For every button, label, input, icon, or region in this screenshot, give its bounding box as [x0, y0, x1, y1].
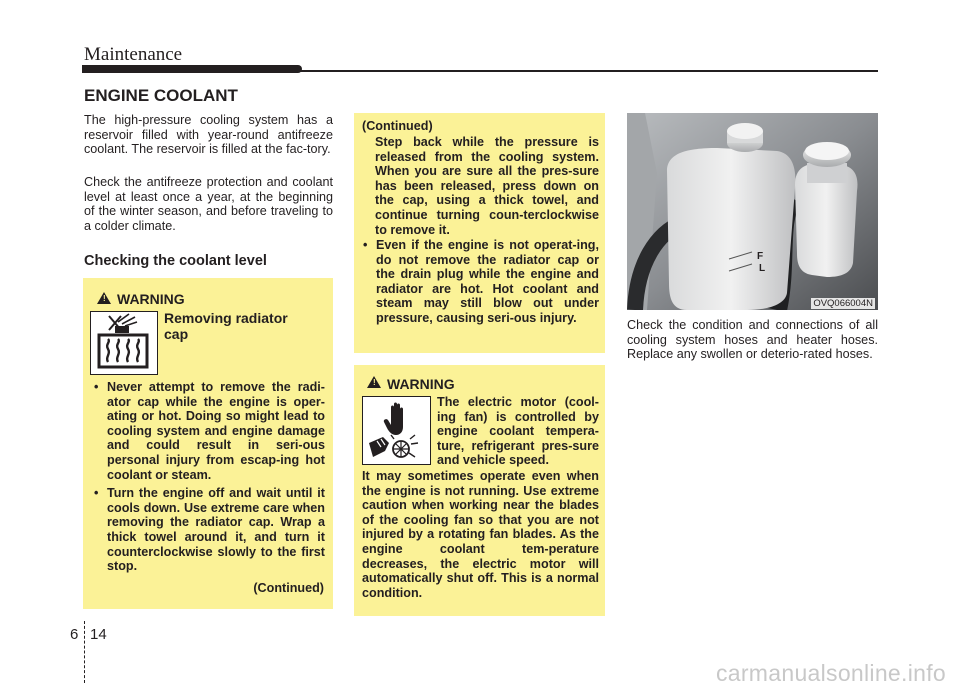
warning-subtitle: [164, 310, 288, 342]
warning-triangle-icon: !: [367, 376, 381, 388]
continued-text: Step back while the pressure is released from the cooling system. When you are sure all the pres-sure has been released, press down on the cap, using a thick towel, and continue turning coun-terclockwise to remove it.: [375, 135, 599, 237]
fan-text-beside-icon: The electric motor (cool-ing fan) is controlled by engine coolant tempera-ture, refrigerant pres-sure and vehicle speed.: [437, 395, 599, 468]
fan-warning-icon: [362, 396, 431, 465]
chapter-title: ENGINE COOLANT: [84, 86, 238, 105]
continued-heading: (Continued): [362, 119, 433, 133]
fan-hand-icon: [369, 435, 418, 457]
header-rule-thick: [82, 65, 302, 73]
warning-box-cooling-fan: [354, 365, 605, 616]
hoses-paragraph: Check the condition and connections of all cooling system hoses and heater hoses. Replace any swollen or deterio-rated hoses.: [627, 318, 878, 362]
coolant-reservoir-photo: [627, 113, 878, 310]
photo-label-f: F: [757, 251, 764, 262]
warning-bullet-1: • Never attempt to remove the radi-ator cap while the engine is oper-ating or hot. Doing so might lead to cooling system and engine damage and could result in seri-ous personal injury from escap-ing hot coolant or steam.: [89, 380, 325, 482]
section-title: Maintenance: [84, 44, 183, 65]
intro-paragraph: The high-pressure cooling system has a reservoir filled with year-round antifreeze coolant. The reservoir is filled at the fac-tory.: [84, 113, 333, 157]
footer-divider: [84, 621, 86, 683]
warning-triangle-icon: !: [97, 292, 111, 304]
warning-box-radiator-cap: [83, 278, 333, 609]
hand-stop-icon: [384, 403, 403, 436]
warning-bullet-2: • Turn the engine off and wait until it cools down. Use extreme care when removing the radiator cap. Wrap a thick towel around it, and turn it counterclockwise slowly to the first stop.: [89, 486, 325, 574]
chapter-number: 6: [70, 626, 79, 643]
hot-radiator-icon: [90, 311, 158, 375]
continued-bullet-1: • Even if the engine is not operat-ing, do not remove the radiator cap or the drain plug while the engine and radiator are hot. Hot coolant and steam may still blow out under pressure, causing seri-ous injury.: [358, 238, 599, 326]
photo-code: OVQ066004N: [813, 298, 873, 309]
continued-bullets: [358, 238, 599, 330]
continued-label: (Continued): [253, 581, 324, 595]
header-rule-thin: [300, 70, 878, 72]
warning-title: WARNING: [117, 291, 185, 307]
check-paragraph: Check the antifreeze protection and coolant level at least once a year, at the beginning of the winter season, and before traveling to a colder climate.: [84, 175, 333, 233]
page-number: 14: [90, 626, 107, 643]
warning-subtitle-line2: cap: [164, 326, 189, 342]
photo-label-l: L: [759, 263, 766, 274]
fan-text-below: It may sometimes operate even when the engine is not running. Use extreme caution when working near the blades of the cooling fan so that you are not injured by a rotating fan blades. As the engine coolant tem-perature decreases, the electric motor will automatically shut off. This is a normal condition.: [362, 469, 599, 600]
watermark: carmanualsonline.info: [715, 660, 946, 686]
warning-title: WARNING: [387, 376, 455, 392]
warning-box-continued: [354, 113, 605, 353]
subheading-checking-coolant: Checking the coolant level: [84, 253, 267, 269]
warning-subtitle-line1: Removing radiator: [164, 310, 288, 326]
warning-bullets: [89, 380, 325, 578]
